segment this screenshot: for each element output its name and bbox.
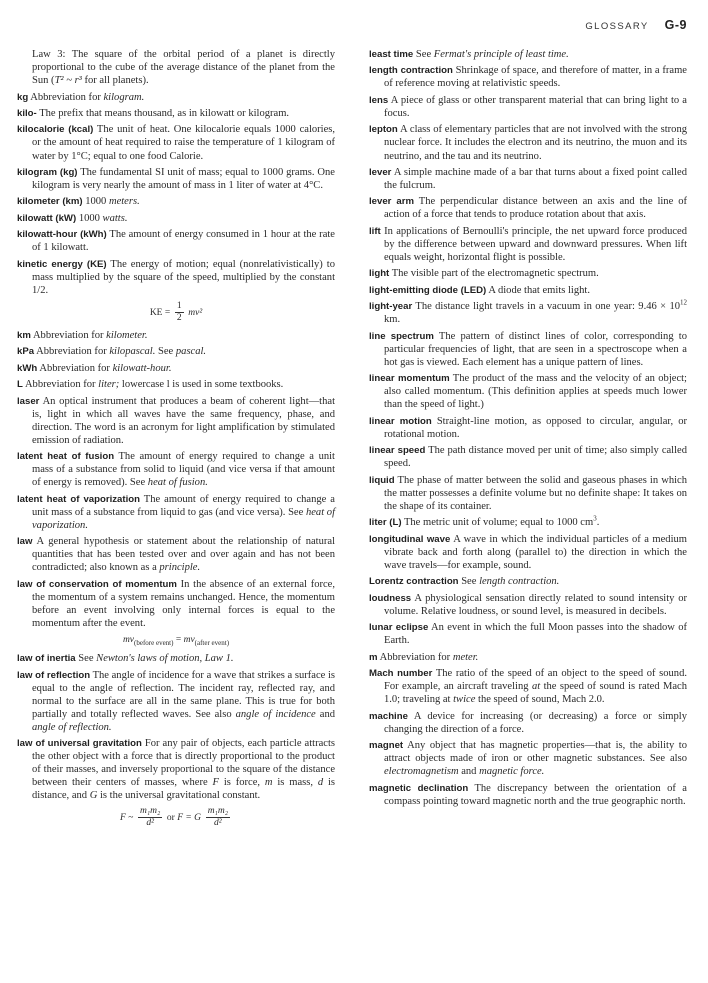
glossary-entry: linear momentum The product of the mass and the velocity of an object; also called momentum. (This definition applies at speeds much lower than the speed of light.) [369,373,687,411]
glossary-entry: kilocalorie (kcal) The unit of heat. One kilocalorie equals 1000 calories, or the amount of heat required to raise the temperature of 1 kilogram of water by 1°C; equal to one food Calorie. [17,124,336,162]
entry-term: kg [17,91,29,103]
glossary-entry: law of reflection The angle of incidence for a wave that strikes a surface is equal to the angle of reflection. The incident ray, reflected ray, and normal to the surface are all in the same plane. This is true for both partially and totally reflected waves. See also angle of incidence and angle of reflection. [17,669,335,733]
entry-term: magnetic declination [369,782,469,794]
entry-term: latent heat of fusion [17,451,115,463]
entry-term: lunar eclipse [369,622,429,634]
glossary-entry: m Abbreviation for meter. [369,651,479,663]
entry-term: longitudinal wave [369,533,451,545]
entry-term: m [369,651,378,663]
entry-term: linear motion [369,415,432,427]
glossary-entry-continuation: Law 3: The square of the orbital period of a planet is directly proportional to the cube of the average distance of the planet from the Sun (T² ~ r³ for all planets). [32,49,335,87]
glossary-entry: kWh Abbreviation for kilowatt-hour. [17,362,172,374]
entry-term: latent heat of vaporization [17,493,140,505]
glossary-entry: Mach number The ratio of the speed of an object to the speed of sound. For example, an aircraft traveling at the speed of sound is rated Mach 1.0; traveling at twice the speed of sound, Mach 2.0. [369,668,688,706]
entry-term: length contraction [369,65,453,77]
entry-term: machine [369,710,408,722]
glossary-entry: lift In applications of Bernoulli's principle, the net upward force produced by the difference between upward and downward pressures. When lift equals weight, horizontal flight is possible. [369,225,687,263]
glossary-entry: longitudinal wave A wave in which the individual particles of a medium vibrate back and forth along (parallel to) the direction in which the wave travels—for example, sound. [369,533,687,571]
entry-term: liquid [369,474,395,486]
glossary-entry: latent heat of fusion The amount of energy required to change a unit mass of a substance from solid to liquid (and vice versa if that amount of energy is removed). See heat of fusion. [17,451,335,489]
glossary-entry: linear motion Straight-line motion, as opposed to circular, angular, or rotational motion. [369,415,687,440]
entry-term: linear momentum [369,373,450,385]
entry-term: laser [17,395,40,407]
glossary-entry: latent heat of vaporization The amount of energy required to change a unit mass of a substance from liquid to gas (and vice versa). See heat of vaporization. [17,493,335,531]
entry-term: law [17,536,33,548]
entry-term: Lorentz contraction [369,576,459,588]
glossary-entry: lens A piece of glass or other transparent material that can bring light to a focus. [369,94,687,119]
entry-term: light-emitting diode (LED) [369,284,487,296]
glossary-entry: lepton A class of elementary particles that are not involved with the strong nuclear force. It includes the electron and its neutrino, the muon and its neutrino, and the tau and its neutrino. [369,124,687,162]
glossary-entry: liter (L) The metric unit of volume; equal to 1000 $cm^3$. [369,514,600,529]
momentum-equation: $mv_{(before event)} = mv_{(after event)}$ [122,635,230,647]
glossary-entry: laser An optical instrument that produces a beam of coherent light—that is, light in which all waves have the same frequency, phase, and direction. The word is an acronym for light amplification by stimulated emission of radiation. [17,395,335,446]
kinetic-energy-equation: KE = $\frac{1}{2}$ mv² [149,300,203,323]
glossary-entry: kilowatt-hour (kWh) The amount of energy consumed in 1 hour at the rate of 1 kilowatt. [17,229,335,254]
glossary-entry: machine A device for increasing (or decreasing) a force or simply changing the direction of a force. [369,710,687,735]
entry-term: kilogram (kg) [17,166,78,178]
entry-term: L [17,379,23,391]
entry-term: loudness [369,592,412,604]
entry-term: kilocalorie (kcal) [17,124,94,136]
glossary-entry: law of universal gravitation For any pair of objects, each particle attracts the other object with a force that is directly proportional to the product of their masses, and inversely proportional to the square of the distance between their centers of masses, where F is force, m is mass, d is distance, and G is the universal gravitational constant. [17,738,335,802]
glossary-entry: L Abbreviation for liter; lowercase l is used in some textbooks. [17,379,284,391]
glossary-entry: least time See Fermat's principle of least time. [369,49,569,60]
entry-term: linear speed [369,445,426,457]
entry-term: magnet [369,740,404,752]
page-number: G-9 [664,18,687,32]
glossary-entry: line spectrum The pattern of distinct lines of color, corresponding to particular frequencies of light, that are seen in a spectroscope when a hot gas is viewed. Each element has a unique pattern of lines. [369,330,687,368]
entry-term: lever arm [369,196,414,208]
entry-term: Mach number [369,668,433,680]
entry-term: kilowatt-hour (kWh) [17,229,107,241]
glossary-entry: liquid The phase of matter between the solid and gaseous phases in which the matter possesses a definite volume but no definite shape: It takes on the shape of its container. [369,474,688,512]
entry-term: least time [369,49,414,60]
entry-term: law of reflection [17,669,91,681]
glossary-entry: kilo- The prefix that means thousand, as in kilowatt or kilogram. [17,107,290,119]
glossary-entry: lunar eclipse An event in which the full Moon passes into the shadow of Earth. [369,622,687,647]
glossary-entry: magnetic declination The discrepancy between the orientation of a compass pointing toward magnetic north and the true geographic north. [369,782,687,807]
glossary-entry: kilogram (kg) The fundamental SI unit of mass; equal to 1000 grams. One kilogram is very nearly the amount of mass in 1 liter of water at 4°C. [17,166,335,191]
glossary-entry: kilowatt (kW) 1000 watts. [17,212,128,224]
entry-term: km [17,329,31,341]
glossary-entry: kilometer (km) 1000 meters. [17,196,140,208]
glossary-entry: light The visible part of the electromagnetic spectrum. [369,268,599,280]
glossary-entry: law of inertia See Newton's laws of motion, Law 1. [17,653,234,665]
entry-term: liter (L) [369,517,402,529]
left-column [17,48,335,834]
entry-term: kilo- [17,107,37,119]
glossary-entry: lever A simple machine made of a bar that turns about a fixed point called the fulcrum. [369,166,687,191]
right-column [369,48,687,811]
entry-term: lens [369,94,389,106]
glossary-entry: kg Abbreviation for kilogram. [17,91,145,103]
page-header [585,18,687,32]
entry-term: kilowatt (kW) [17,212,77,224]
entry-term: kinetic energy (KE) [17,258,107,270]
glossary-entry: linear speed The path distance moved per unit of time; also simply called speed. [369,445,687,470]
glossary-entry: kinetic energy (KE) The energy of motion; equal (nonrelativistically) to mass multiplied by the square of the speed, multiplied by the constant 1/2. [17,258,335,296]
gravitation-equation: F ~ $\frac{\text{m₁m₂}}{\text{d²}}$ or F = G $\frac{\text{m₁m₂}}{\text{d²}}$ [119,806,229,829]
entry-term: law of inertia [17,653,76,665]
entry-term: kPa [17,346,35,358]
entry-term: kWh [17,362,38,374]
glossary-entry: km Abbreviation for kilometer. [17,329,148,341]
glossary-entry: light-year The distance light travels in a vacuum in one year: $9.46 \times 10^{12}$ km. [369,298,687,326]
glossary-entry: loudness A physiological sensation directly related to sound intensity or volume. Relative loudness, or sound level, is measured in decibels. [369,592,687,617]
entry-term: line spectrum [369,330,434,342]
entry-term: lever [369,166,392,178]
entry-term: law of conservation of momentum [17,578,177,590]
entry-term: lift [369,225,381,237]
section-title: GLOSSARY [585,21,649,32]
entry-term: law of universal gravitation [17,738,142,750]
entry-term: lepton [369,124,398,136]
glossary-entry: lever arm The perpendicular distance between an axis and the line of action of a force that tends to produce rotation about that axis. [369,196,687,221]
glossary-entry: magnet Any object that has magnetic properties—that is, the ability to attract objects made of iron or other magnetic substances. See also electromagnetism and magnetic force. [369,740,687,778]
entry-term: kilometer (km) [17,196,83,208]
glossary-entry: light-emitting diode (LED) A diode that emits light. [369,284,590,296]
glossary-entry: length contraction Shrinkage of space, and therefore of matter, in a frame of reference moving at relativistic speeds. [369,65,687,90]
entry-term: light-year [369,301,413,313]
glossary-entry: kPa Abbreviation for kilopascal. See pascal. [17,346,207,358]
glossary-entry: Lorentz contraction See length contraction. [369,576,560,588]
entry-term: light [369,268,390,280]
glossary-entry: law A general hypothesis or statement about the relationship of natural quantities that has been tested over and over again and has not been contradicted; also known as a principle. [17,536,335,574]
glossary-entry: law of conservation of momentum In the absence of an external force, the momentum of a system remains unchanged. Hence, the momentum before an event involving only internal forces is equal to the momentum after the event. [17,578,335,629]
